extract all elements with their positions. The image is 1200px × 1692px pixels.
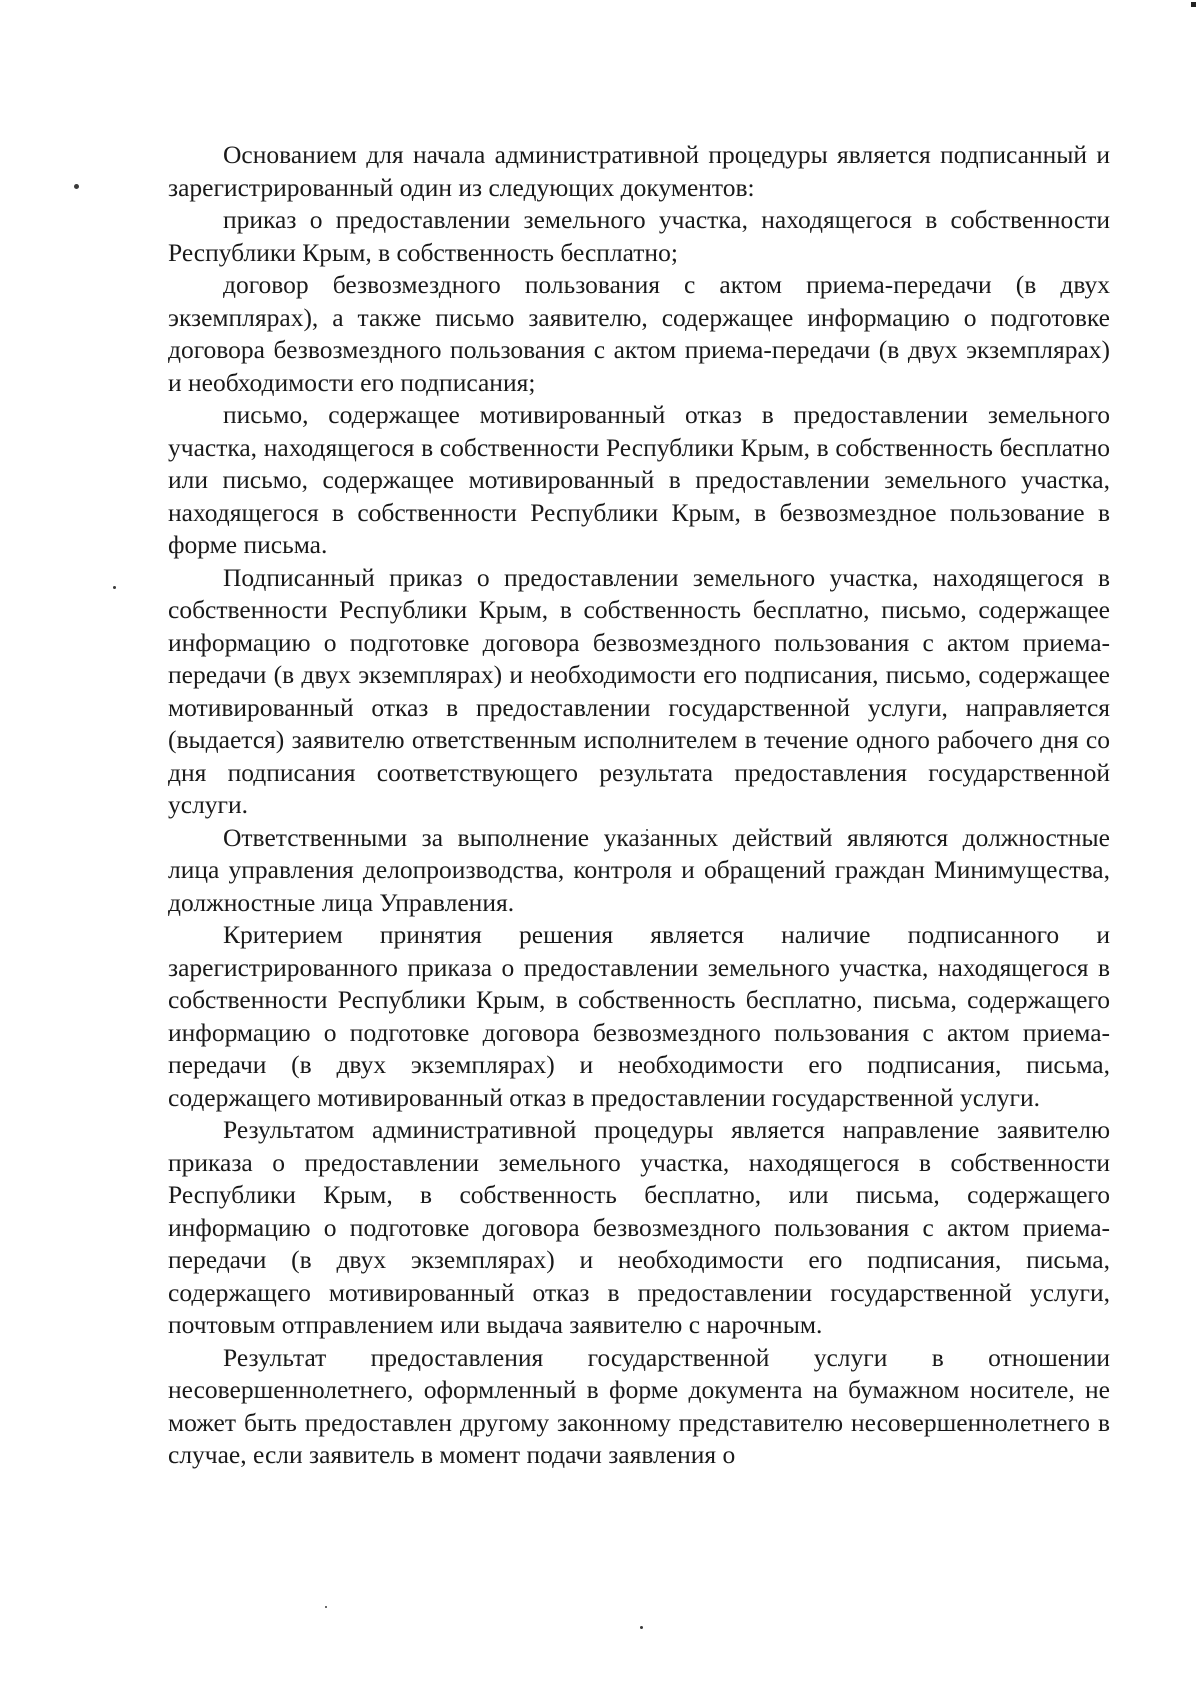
paragraph-result-minor: Результат предоставления государственной услуги в отношении несовершеннолетнего, оформленный в форме документа на бумажном носителе, не может быть предоставлен другому законному представителю несовершеннолетнего в случае, если заявитель в момент подачи заявления о bbox=[168, 1342, 1110, 1469]
scan-speck bbox=[113, 586, 116, 589]
paragraph-result-procedure: Результатом административной процедуры является направление заявителю приказа о предоставлении земельного участка, находящегося в собственности Республики Крым, в собственность бесплатно, или письма, содержащего информацию о подготовке договора безвозмездного пользования с актом приема-передачи (в двух экземплярах) и необходимости его подписания, письма, содержащего мотивированный отказ в предоставлении государственной услуги, почтовым отправлением или выдача заявителю с нарочным. bbox=[168, 1115, 1110, 1339]
document-body bbox=[168, 139, 1110, 1472]
paragraph-order: приказ о предоставлении земельного участка, находящегося в собственности Республики Крым, в собственность бесплатно; bbox=[168, 205, 1110, 267]
paragraph-refusal-letter: письмо, содержащее мотивированный отказ в предоставлении земельного участка, находящегося в собственности Республики Крым, в собственность бесплатно или письмо, содержащее мотивированный в предоставлении земельного участка, находящегося в собственности Республики Крым, в безвозмездное пользование в форме письма. bbox=[168, 400, 1110, 559]
paragraph-responsible: Ответственными за выполнение указанных действий являются должностные лица управления делопроизводства, контроля и обращений граждан Минимущества, должностные лица Управления. bbox=[168, 822, 1110, 917]
paragraph-criterion: Критерием принятия решения является наличие подписанного и зарегистрированного приказа о предоставлении земельного участка, находящегося в собственности Республики Крым, в собственность бесплатно, письма, содержащего информацию о подготовке договора безвозмездного пользования с актом приема-передачи (в двух экземплярах) и необходимости его подписания, письма, содержащего мотивированный отказ в предоставлении государственной услуги. bbox=[168, 920, 1110, 1112]
paragraph-basis: Основанием для начала административной процедуры является подписанный и зарегистрированный один из следующих документов: bbox=[168, 140, 1110, 202]
scan-edge-mark bbox=[1191, 2, 1196, 7]
scan-speck bbox=[325, 1606, 327, 1608]
paragraph-contract: договор безвозмездного пользования с актом приема-передачи (в двух экземплярах), а также письмо заявителю, содержащее информацию о подготовке договора безвозмездного пользования с актом приема-передачи (в двух экземплярах) и необходимости его подписания; bbox=[168, 270, 1110, 397]
scan-speck bbox=[74, 184, 79, 189]
paragraph-signed-order: Подписанный приказ о предоставлении земельного участка, находящегося в собственности Республики Крым, в собственность бесплатно, письмо, содержащее информацию о подготовке договора безвозмездного пользования с актом приема-передачи (в двух экземплярах) и необходимости его подписания, письмо, содержащее мотивированный отказ в предоставлении государственной услуги, направляется (выдается) заявителю ответственным исполнителем в течение одного рабочего дня со дня подписания соответствующего результата предоставления государственной услуги. bbox=[168, 562, 1110, 819]
scan-speck bbox=[640, 1626, 643, 1629]
